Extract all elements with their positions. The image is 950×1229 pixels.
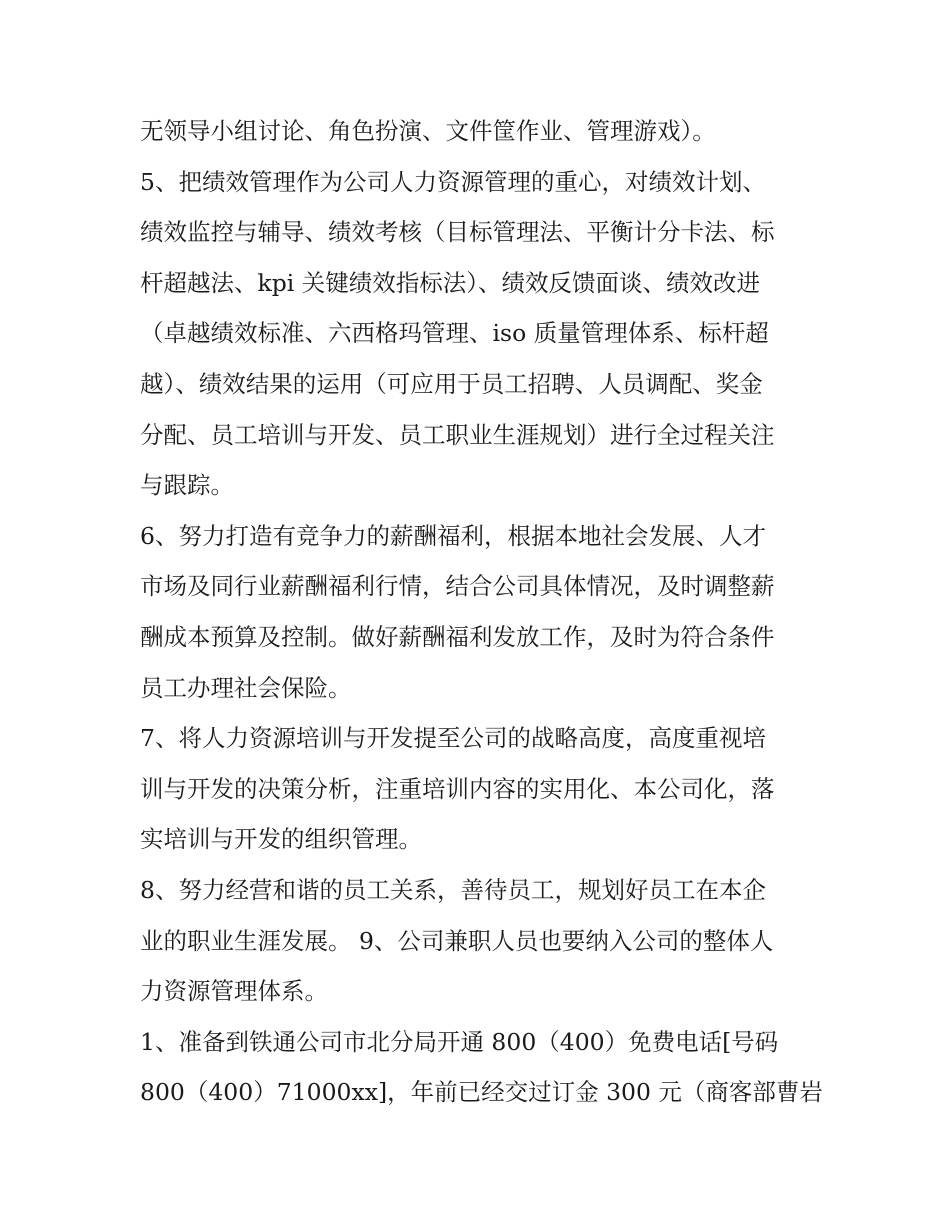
text-line: 训与开发的决策分析，注重培训内容的实用化、本公司化，落 xyxy=(140,774,775,803)
text-line: 与跟踪。 xyxy=(140,471,234,500)
text-line: 6、努力打造有竞争力的薪酬福利，根据本地社会发展、人才 xyxy=(140,521,766,550)
text-line: 8、努力经营和谐的员工关系，善待员工，规划好员工在本企 xyxy=(140,875,766,904)
text-line: 业的职业生涯发展。 9、公司兼职人员也要纳入公司的整体人 xyxy=(140,926,774,955)
text-line: 分配、员工培训与开发、员工职业生涯规划）进行全过程关注 xyxy=(140,420,775,449)
document-body xyxy=(140,106,823,1118)
text-line: 酬成本预算及控制。做好薪酬福利发放工作，及时为符合条件 xyxy=(140,622,775,651)
text-line: （卓越绩效标准、六西格玛管理、iso 质量管理体系、标杆超 xyxy=(140,319,769,348)
text-line: 杆超越法、kpi 关键绩效指标法）、绩效反馈面谈、绩效改进 xyxy=(140,268,761,297)
text-line: 7、将人力资源培训与开发提至公司的战略高度，高度重视培 xyxy=(140,724,766,753)
text-line: 市场及同行业薪酬福利行情，结合公司具体情况，及时调整薪 xyxy=(140,572,775,601)
text-line: 越）、绩效结果的运用（可应用于员工招聘、人员调配、奖金 xyxy=(140,369,763,398)
text-line: 1、准备到铁通公司市北分局开通 800（400）免费电话[号码 xyxy=(140,1027,779,1056)
text-line: 5、把绩效管理作为公司人力资源管理的重心，对绩效计划、 xyxy=(140,167,766,196)
text-line: 绩效监控与辅导、绩效考核（目标管理法、平衡计分卡法、标 xyxy=(140,218,775,247)
text-line: 力资源管理体系。 xyxy=(140,977,328,1006)
text-line: 无领导小组讨论、角色扮演、文件筐作业、管理游戏）。 xyxy=(140,117,716,145)
text-line: 800（400）71000xx]，年前已经交过订金 300 元（商客部曹岩 xyxy=(140,1078,823,1107)
text-line: 实培训与开发的组织管理。 xyxy=(140,825,422,854)
text-line: 员工办理社会保险。 xyxy=(140,673,352,702)
